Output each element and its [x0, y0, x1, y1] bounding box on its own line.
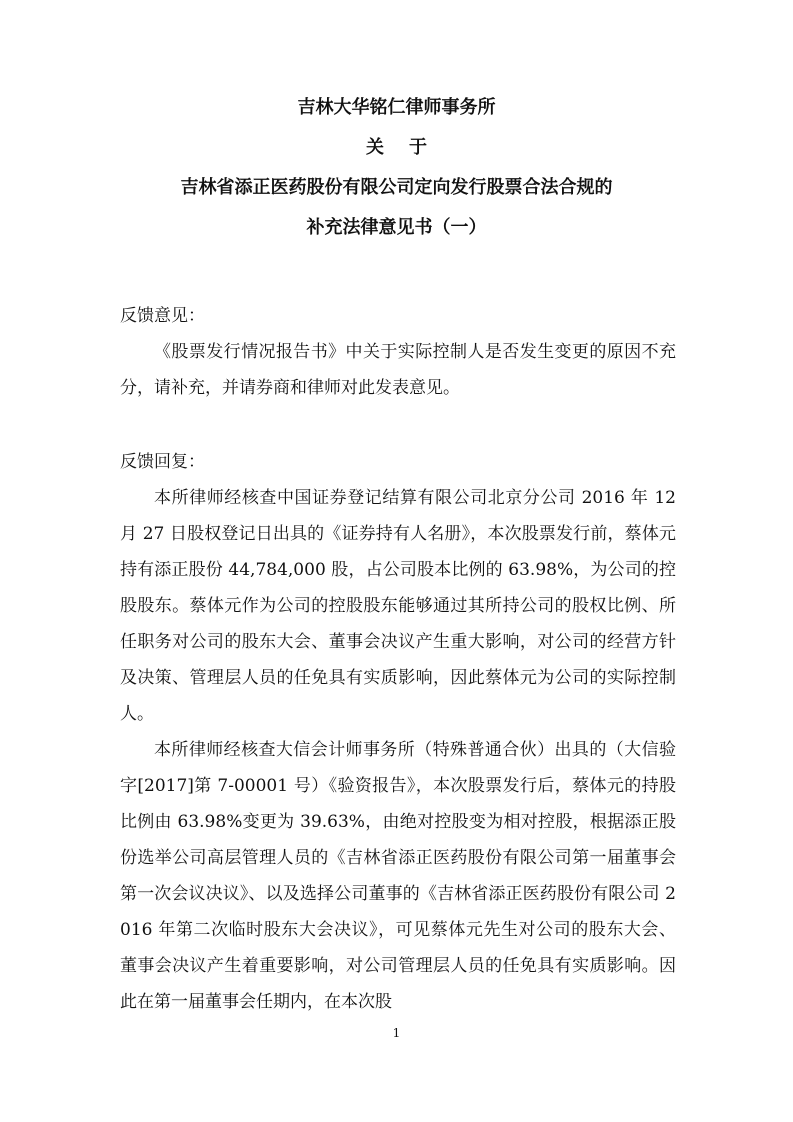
- page-number: 1: [392, 1026, 401, 1040]
- reply-heading: 反馈回复：: [120, 452, 205, 472]
- reply-paragraph-2: 本所律师经核查大信会计师事务所（特殊普通合伙）出具的（大信验字[2017]第 7-00001 号）《验资报告》，本次股票发行后，蔡体元的持股比例由 63.98%变更为 39.63%，由绝对控股变为相对控股，根据添正股份选举公司高层管理人员的《吉林省添正医药股份有限公司第一届董事会第一次会议决议》、以及选择公司董事的《吉林省添正医药股份有限公司 2016 年第二次临时股东大会决议》，可见蔡体元先生对公司的股东大会、董事会决议产生着重要影响，对公司管理层人员的任免具有实质影响。因此在第一届董事会任期内，在本次股: [120, 740, 676, 1012]
- reply-paragraph-1: 本所律师经核查中国证券登记结算有限公司北京分公司 2016 年 12 月 27 日股权登记日出具的《证券持有人名册》，本次股票发行前，蔡体元持有添正股份 44,784,000 股，占公司股本比例的 63.98%，为公司的控股股东。蔡体元作为公司的控股股东能够通过其所持公司的股权比例、所任职务对公司的股东大会、董事会决议产生重大影响，对公司的经营方针及决策、管理层人员的任免具有实质影响，因此蔡体元为公司的实际控制人。: [120, 488, 676, 724]
- document-title: [0, 88, 793, 248]
- title-firm-name: 吉林大华铭仁律师事务所: [297, 97, 496, 118]
- feedback-heading: 反馈意见：: [120, 306, 205, 326]
- title-about: 关 于: [365, 137, 428, 158]
- title-subject: 吉林省添正医药股份有限公司定向发行股票合法合规的: [180, 177, 613, 198]
- feedback-paragraph: 《股票发行情况报告书》中关于实际控制人是否发生变更的原因不充分，请补充，并请券商和律师对此发表意见。: [120, 342, 676, 398]
- feedback-section: [120, 298, 676, 406]
- title-document-type: 补充法律意见书（一）: [306, 217, 487, 238]
- reply-section: [120, 444, 676, 1020]
